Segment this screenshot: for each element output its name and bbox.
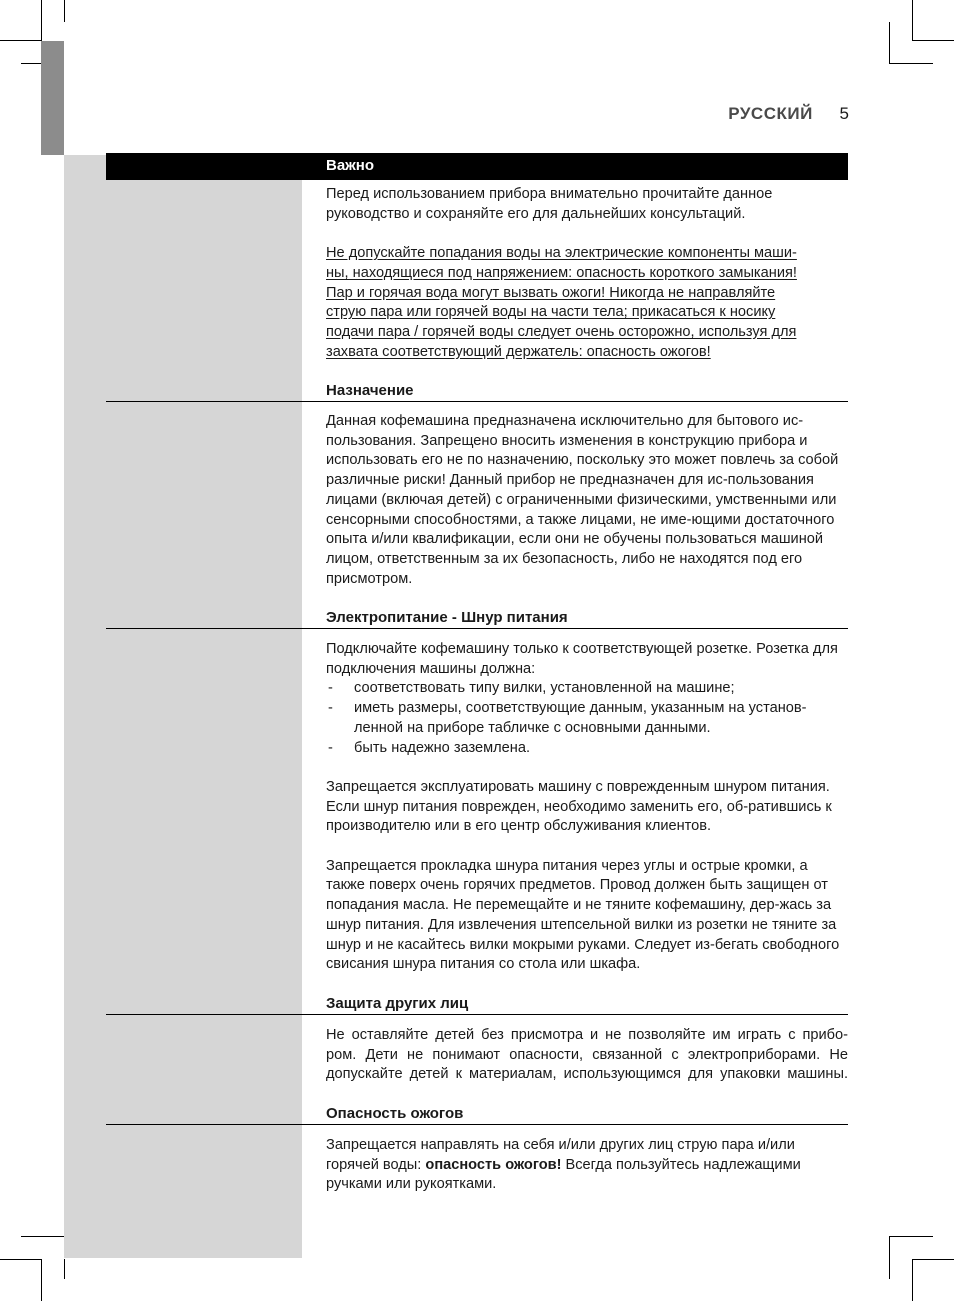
list-item: - иметь размеры, соответствующие данным, указанным на установ-ленной на приборе табличке с основными данными.	[326, 699, 848, 738]
crop-mark	[913, 40, 954, 41]
power-requirements-list	[326, 679, 848, 758]
section-rule	[106, 1014, 848, 1015]
warning-line: ны, находящиеся под напряжением: опасность короткого замыкания!	[326, 264, 797, 281]
purpose-body	[326, 412, 848, 589]
list-item: - соответствовать типу вилки, установленной на машине;	[326, 679, 848, 699]
language-tab	[41, 41, 64, 155]
crop-mark	[890, 1236, 933, 1237]
crop-mark	[41, 1259, 42, 1301]
crop-mark	[0, 1259, 41, 1260]
important-paragraph: Перед использованием прибора внимательно прочитайте данное руководство и сохраняйте его для дальнейших консультаций.	[326, 186, 773, 222]
important-body	[326, 185, 848, 362]
power-intro: Подключайте кофемашину только к соответствующей розетке. Розетка для подключения машины должна:	[326, 641, 838, 677]
crop-mark	[889, 22, 890, 64]
important-title: Важно	[326, 157, 375, 174]
burns-text-end: Всегда пользуйтесь надлежащими ручками или рукоятками.	[326, 1156, 801, 1193]
crop-mark	[0, 40, 41, 41]
list-item: - быть надежно заземлена.	[326, 739, 848, 759]
burns-paragraph	[326, 1136, 848, 1195]
crop-mark	[890, 63, 933, 64]
warning-line: Не допускайте попадания воды на электрические компоненты маши-	[326, 245, 797, 262]
power-paragraph-3: Запрещается прокладка шнура питания через углы и острые кромки, а также поверх очень горячих предметов. Провод должен быть защищен от попадания масла. Не перемещайте и не тяните кофемашину, дер-жась за шнур питания. Для извлечения штепсельной вилки из розетки не тяните за шнур и не касайтесь вилки мокрыми руками. Следует из-бегать свободного свисания шнура питания со стола или шкафа.	[326, 857, 840, 973]
crop-mark	[912, 1259, 913, 1301]
burns-text-start: Запрещается направлять на себя и/или других лиц струю пара и/или горячей воды:	[326, 1137, 795, 1173]
power-body	[326, 640, 848, 975]
crop-mark	[64, 0, 65, 22]
warning-line: Пар и горячая вода могут вызвать ожоги! Никогда не направляйте	[326, 284, 776, 301]
crop-mark	[913, 1259, 954, 1260]
purpose-paragraph: Данная кофемашина предназначена исключительно для бытового ис-пользования. Запрещено вносить изменения в конструкцию прибора и использовать его не по назначению, поскольку это может повлечь за собой различные риски! Данный прибор не предназначен для ис-пользования лицами (включая детей) с ограниченными физическими, умственными или сенсорными способностями, а также лицами, не име-ющими достаточного опыта и/или квалификации, если они не обучены пользоваться машиной лицом, ответственным за их безопасность, либо не находятся под его присмотром.	[326, 413, 839, 587]
purpose-title: Назначение	[326, 382, 414, 399]
burns-title: Опасность ожогов	[326, 1105, 464, 1122]
language-label: РУССКИЙ	[728, 104, 813, 123]
crop-mark	[21, 1236, 64, 1237]
others-line: допускайте детей к материалам, использующимся для упаковки машины.	[326, 1066, 848, 1083]
warning-line: подачи пара / горячей воды следует очень осторожно, используя для	[326, 323, 797, 340]
crop-mark	[912, 0, 913, 41]
burns-warning-bold: опасность ожогов!	[425, 1156, 562, 1173]
crop-mark	[889, 1236, 890, 1279]
page-number: 5	[839, 104, 849, 123]
side-column	[64, 155, 302, 1258]
important-heading-bar	[106, 153, 848, 180]
page-header	[728, 104, 849, 124]
section-rule	[106, 628, 848, 629]
section-rule	[106, 1124, 848, 1125]
others-body	[326, 1026, 848, 1085]
burns-body	[326, 1136, 848, 1195]
section-rule	[106, 401, 848, 402]
crop-mark	[41, 0, 42, 41]
warning-line: струю пара или горячей воды на части тела; прикасаться к носику	[326, 304, 776, 321]
others-line: Не оставляйте детей без присмотра и не позволяйте им играть с прибо-	[326, 1027, 848, 1043]
warning-line: захвата соответствующий держатель: опасность ожогов!	[326, 343, 711, 360]
crop-mark	[64, 1259, 65, 1279]
others-line: ром. Дети не понимают опасности, связанной с электроприборами. Не	[326, 1046, 848, 1063]
power-title: Электропитание - Шнур питания	[326, 609, 568, 626]
power-paragraph-2: Запрещается эксплуатировать машину с поврежденным шнуром питания. Если шнур питания поврежден, необходимо заменить его, об-ратившись к производителю или в его центр обслуживания клиентов.	[326, 778, 832, 835]
others-title: Защита других лиц	[326, 995, 469, 1012]
